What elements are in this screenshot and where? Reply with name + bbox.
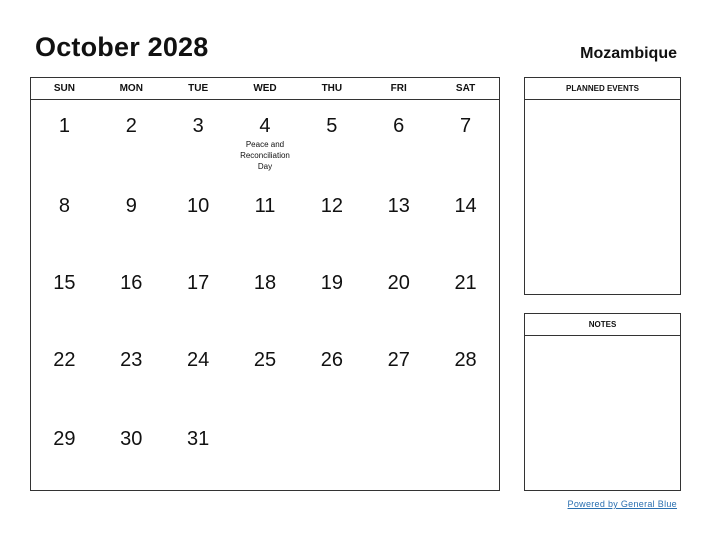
weekday-mon: MON (119, 83, 143, 94)
powered-by-link[interactable]: Powered by General Blue (567, 499, 677, 509)
weekday-tue: TUE (188, 83, 209, 94)
weekday-sat: SAT (455, 83, 476, 94)
day-cell (232, 257, 299, 334)
day-number: 26 (320, 349, 343, 371)
day-number: 3 (192, 115, 204, 137)
day-cell (432, 100, 499, 180)
day-cell (365, 100, 432, 180)
day-cell (31, 257, 98, 334)
day-cell (31, 413, 98, 491)
country-label: Mozambique (580, 45, 677, 62)
day-cell (232, 334, 299, 413)
day-cell (165, 334, 232, 413)
day-cell (432, 180, 499, 257)
day-cell (232, 413, 299, 491)
day-number: 4 (259, 115, 271, 137)
day-number: 7 (460, 115, 472, 137)
day-cell (165, 257, 232, 334)
day-number: 28 (454, 349, 477, 371)
day-cell (165, 180, 232, 257)
day-number: 9 (125, 195, 137, 217)
day-number: 24 (187, 349, 210, 371)
notes-panel (524, 313, 681, 491)
day-number: 21 (454, 272, 477, 294)
day-number: 1 (58, 115, 70, 137)
day-cell (165, 100, 232, 180)
day-number: 13 (387, 195, 410, 217)
day-number: 23 (120, 349, 143, 371)
page-title: October 2028 (35, 32, 209, 62)
weekday-thu: THU (321, 83, 343, 94)
day-cell (98, 257, 165, 334)
day-cell (98, 180, 165, 257)
day-cell (232, 100, 299, 180)
day-cell (365, 180, 432, 257)
day-number: 30 (120, 428, 143, 450)
weekday-fri: FRI (390, 83, 407, 94)
day-number: 31 (187, 428, 210, 450)
day-cell (432, 413, 499, 491)
day-number (232, 413, 299, 429)
day-number: 18 (253, 272, 277, 294)
day-cell (432, 257, 499, 334)
weekday-wed: WED (253, 83, 277, 94)
day-number: 8 (58, 195, 70, 217)
holiday-label: Peace and Reconciliation Day (240, 140, 290, 171)
day-cell (31, 334, 98, 413)
day-cell (365, 257, 432, 334)
day-cell (298, 100, 365, 180)
day-cell (298, 180, 365, 257)
calendar-grid (30, 77, 500, 491)
calendar-weeks (31, 100, 499, 491)
day-number (298, 413, 365, 429)
day-number: 19 (320, 272, 343, 294)
day-cell (298, 413, 365, 491)
day-number: 12 (320, 195, 343, 217)
day-number: 20 (387, 272, 410, 294)
day-cell (98, 413, 165, 491)
planned-events-panel (524, 77, 681, 295)
day-number: 11 (254, 195, 276, 217)
weekday-sun: SUN (53, 83, 75, 94)
day-number: 25 (253, 349, 277, 371)
day-cell (31, 100, 98, 180)
day-cell (165, 413, 232, 491)
notes-heading: NOTES (525, 314, 680, 336)
day-number: 17 (187, 272, 210, 294)
planned-events-heading: PLANNED EVENTS (525, 78, 680, 100)
day-number: 2 (125, 115, 137, 137)
day-cell (298, 257, 365, 334)
day-number: 22 (53, 349, 76, 371)
day-number: 14 (454, 195, 477, 217)
day-cell (298, 334, 365, 413)
day-number: 15 (53, 272, 76, 294)
day-number: 27 (387, 349, 410, 371)
weekday-header-row (31, 78, 499, 100)
day-cell (365, 413, 432, 491)
day-cell (365, 334, 432, 413)
day-cell (31, 180, 98, 257)
day-cell (98, 334, 165, 413)
day-number (365, 413, 432, 429)
day-number: 10 (187, 195, 210, 217)
day-number: 6 (393, 115, 405, 137)
day-cell (98, 100, 165, 180)
day-cell (432, 334, 499, 413)
day-number: 29 (53, 428, 76, 450)
day-number (432, 413, 499, 429)
day-number: 16 (120, 272, 143, 294)
day-number: 5 (326, 115, 338, 137)
day-cell (232, 180, 299, 257)
